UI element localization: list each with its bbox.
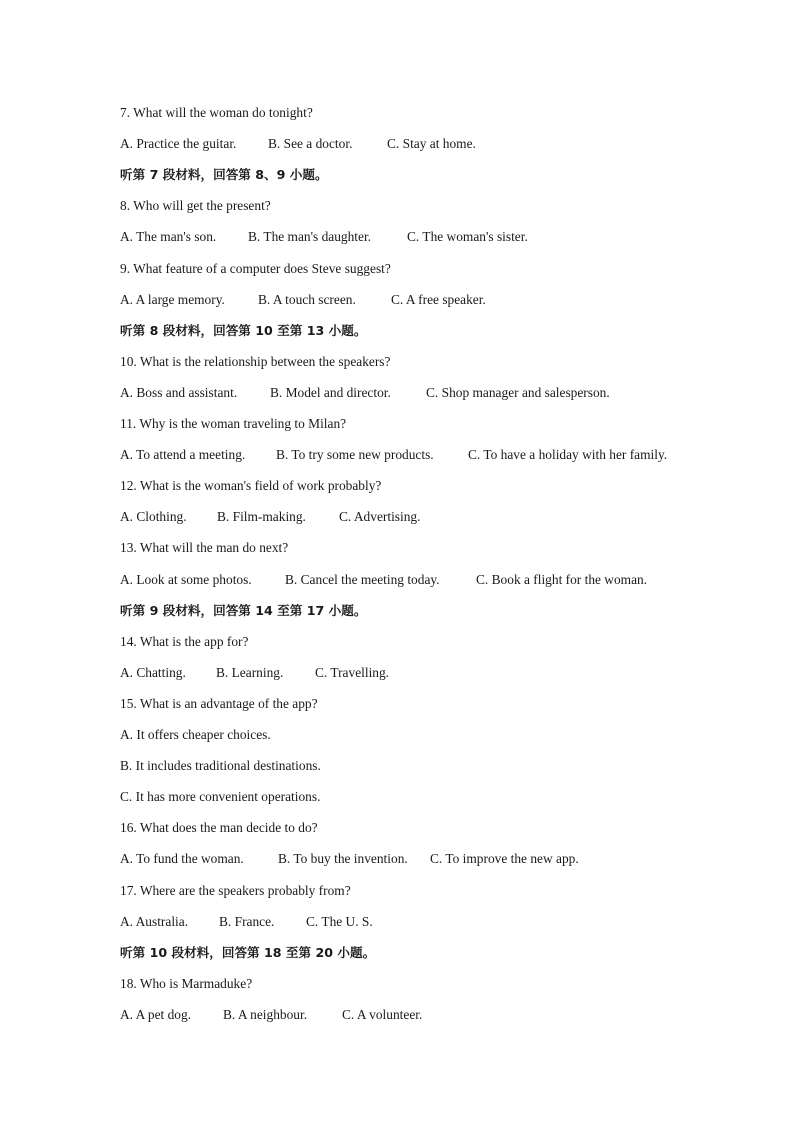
- answer-option: A. The man's son.: [120, 229, 217, 244]
- section-header: 听第 7 段材料，回答第 8、9 小题。: [120, 167, 328, 182]
- question-text: 9. What feature of a computer does Steve suggest?: [120, 261, 391, 276]
- section-header: 听第 9 段材料，回答第 14 至第 17 小题。: [120, 603, 367, 618]
- answer-option: B. See a doctor.: [268, 136, 353, 151]
- question-text: 10. What is the relationship between the speakers?: [120, 354, 391, 369]
- answer-option: C. Advertising.: [339, 509, 421, 524]
- question-text: B. It includes traditional destinations.: [120, 758, 321, 773]
- question-text: 18. Who is Marmaduke?: [120, 976, 253, 991]
- answer-option: A. To fund the woman.: [120, 851, 244, 866]
- answer-option: A. Australia.: [120, 914, 189, 929]
- answer-option: C. Shop manager and salesperson.: [426, 385, 610, 400]
- question-text: 7. What will the woman do tonight?: [120, 105, 313, 120]
- answer-option: B. Model and director.: [270, 385, 391, 400]
- answer-option: B. To buy the invention.: [278, 851, 408, 866]
- answer-option: A. Boss and assistant.: [120, 385, 238, 400]
- answer-option: A. Practice the guitar.: [120, 136, 237, 151]
- answer-option: B. Learning.: [216, 665, 284, 680]
- answer-option: A. Chatting.: [120, 665, 186, 680]
- answer-option: B. The man's daughter.: [248, 229, 372, 244]
- question-text: 16. What does the man decide to do?: [120, 820, 318, 835]
- section-header: 听第 10 段材料，回答第 18 至第 20 小题。: [120, 945, 376, 960]
- answer-option: A. A large memory.: [120, 292, 225, 307]
- question-text: 11. Why is the woman traveling to Milan?: [120, 416, 347, 431]
- answer-option: B. Film-making.: [217, 509, 306, 524]
- question-text: C. It has more convenient operations.: [120, 789, 321, 804]
- answer-option: C. A free speaker.: [391, 292, 486, 307]
- question-text: 14. What is the app for?: [120, 634, 249, 649]
- answer-option: C. Book a flight for the woman.: [476, 572, 648, 587]
- section-header: 听第 8 段材料，回答第 10 至第 13 小题。: [120, 323, 367, 338]
- answer-option: A. Look at some photos.: [120, 572, 252, 587]
- question-text: 12. What is the woman's field of work probably?: [120, 478, 382, 493]
- answer-option: A. A pet dog.: [120, 1007, 192, 1022]
- question-text: A. It offers cheaper choices.: [120, 727, 271, 742]
- answer-option: B. A neighbour.: [223, 1007, 308, 1022]
- answer-option: C. Travelling.: [315, 665, 390, 680]
- answer-option: B. To try some new products.: [276, 447, 434, 462]
- question-text: 13. What will the man do next?: [120, 540, 289, 555]
- answer-option: B. Cancel the meeting today.: [285, 572, 440, 587]
- answer-option: C. To have a holiday with her family.: [468, 447, 668, 462]
- answer-option: C. The U. S.: [306, 914, 373, 929]
- question-text: 8. Who will get the present?: [120, 198, 271, 213]
- answer-option: C. The woman's sister.: [407, 229, 528, 244]
- answer-option: C. A volunteer.: [342, 1007, 423, 1022]
- question-text: 15. What is an advantage of the app?: [120, 696, 318, 711]
- question-text: 17. Where are the speakers probably from?: [120, 883, 351, 898]
- answer-option: A. Clothing.: [120, 509, 187, 524]
- answer-option: A. To attend a meeting.: [120, 447, 246, 462]
- answer-option: C. To improve the new app.: [430, 851, 579, 866]
- answer-option: B. A touch screen.: [258, 292, 356, 307]
- answer-option: C. Stay at home.: [387, 136, 476, 151]
- answer-option: B. France.: [219, 914, 275, 929]
